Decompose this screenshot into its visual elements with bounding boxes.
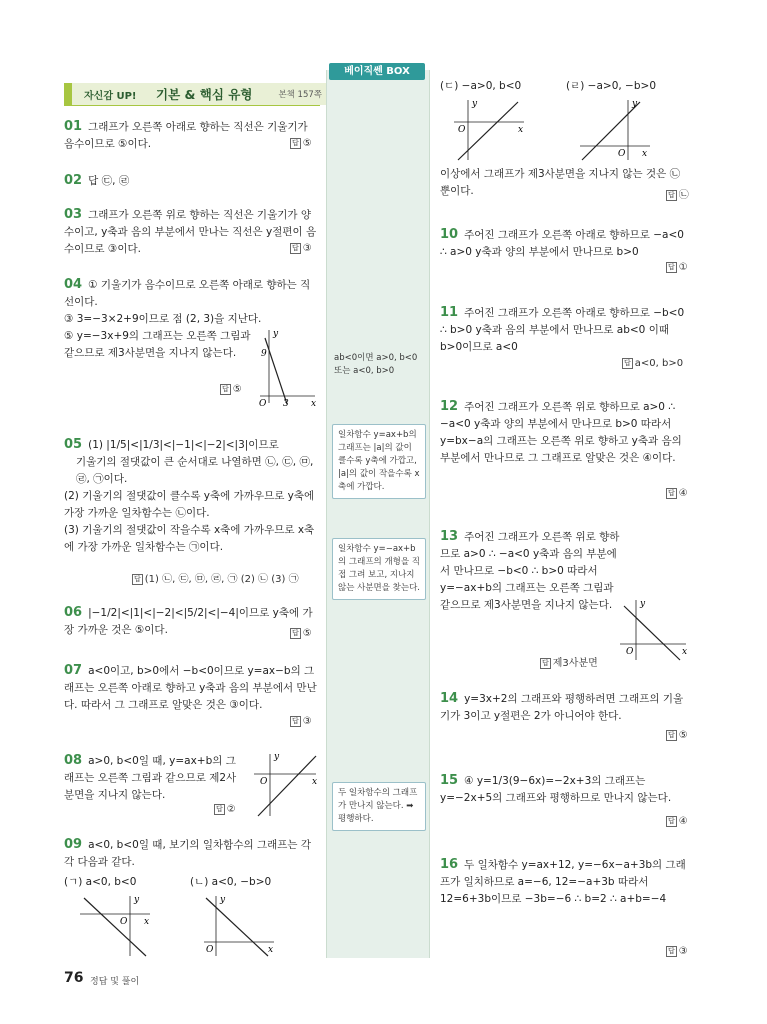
side-note-3: 일차함수 y=−ax+b의 그래프의 개형을 직접 그려 보고, 지나지 않는 사분면을 찾는다. <box>332 538 426 600</box>
problem-text: 주어진 그래프가 오른쪽 아래로 향하므로 −b<0 ∴ b>0 y축과 음의 부분에서 만나므로 ab<0 이때 b>0이므로 a<0 <box>440 307 685 353</box>
problem-number: 08 <box>64 753 83 768</box>
page-label: 정답 및 풀이 <box>90 977 140 987</box>
problem-number: 11 <box>440 305 459 320</box>
problem-number: 01 <box>64 119 83 134</box>
case-g3: (ㄷ) −a>0, b<0 <box>440 80 522 92</box>
answer-10: 답 ① <box>668 262 688 273</box>
svg-text:O: O <box>626 647 634 657</box>
problem-text: 그래프가 오른쪽 위로 향하는 직선은 기울기가 양수이고, y축과 음의 부분에서 만나는 직선은 y절편이 음수이므로 ③이다. <box>64 209 317 255</box>
problem-text: a<0, b<0일 때, 보기의 일차함수의 그래프는 각각 다음과 같다. <box>64 839 311 868</box>
problem-number: 15 <box>440 773 459 788</box>
side-note-2: 일차함수 y=ax+b의 그래프는 |a|의 값이 클수록 y축에 가깝고, |a|의 값이 작을수록 x축에 가깝다. <box>332 424 426 499</box>
problem-line: (1) |1/5|<|1/3|<|−1|<|−2|<|3|이므로 <box>88 439 279 451</box>
problem-text: y=3x+2의 그래프와 평행하려면 그래프의 기울기가 3이고 y절편은 2가 아니어야 한다. <box>440 693 684 722</box>
problem-14 <box>440 690 690 725</box>
header-ref: 본책 157쪽 <box>278 90 322 100</box>
answer-11: 답 a<0, b>0 <box>624 358 684 369</box>
page-number: 76 <box>64 970 84 986</box>
problem-text: |−1/2|<|1|<|−2|<|5/2|<|−4|이므로 y축에 가장 가까운 것은 ⑤이다. <box>64 607 313 636</box>
svg-text:y: y <box>220 895 226 905</box>
problem-line: (2) 기울기의 절댓값이 클수록 y축에 가까우므로 y축에 가장 가까운 일차함수는 ㉡이다. <box>64 490 315 519</box>
case-g1: (ㄱ) a<0, b<0 <box>64 876 137 888</box>
case-g4: (ㄹ) −a>0, −b>0 <box>566 80 657 92</box>
svg-text:O: O <box>206 945 214 955</box>
answer-05: 답 (1) ㉡, ㉢, ㉤, ㉣, ㉠ (2) ㉡ (3) ㉠ <box>134 574 299 585</box>
problem-number: 12 <box>440 399 459 414</box>
graph-09-g1 <box>78 894 154 958</box>
answer-15: 답 ④ <box>668 816 688 827</box>
problem-line: ① 기울기가 음수이므로 오른쪽 아래로 향하는 직선이다. <box>64 279 311 308</box>
problem-number: 05 <box>64 437 83 452</box>
problem-text: 주어진 그래프가 오른쪽 위로 향하므로 a>0 ∴ −a<0 y축과 음의 부분에서 만나므로 −b<0 ∴ b>0 따라서 y=−ax+b의 그래프는 오른쪽 그림과 같으므로 제3사분면을 지나지 않는다. <box>440 531 620 611</box>
problem-07 <box>64 662 320 714</box>
svg-text:9: 9 <box>261 349 267 359</box>
graph-04 <box>255 328 320 409</box>
problem-number: 02 <box>64 173 83 188</box>
svg-text:O: O <box>260 777 268 787</box>
problem-number: 14 <box>440 691 459 706</box>
header-divider <box>64 105 320 106</box>
svg-text:O: O <box>259 399 267 409</box>
problem-05 <box>64 436 320 556</box>
svg-text:O: O <box>120 917 128 927</box>
problem-number: 07 <box>64 663 83 678</box>
problem-text: 답 ㉢, ㉣ <box>88 175 130 187</box>
problem-02 <box>64 172 320 190</box>
svg-text:O: O <box>618 149 626 159</box>
problem-08 <box>64 752 244 804</box>
section-header <box>64 83 328 105</box>
problem-01 <box>64 118 320 153</box>
answer-13: 답 제3사분면 <box>542 658 598 669</box>
side-note-4: 두 일차함수의 그래프가 만나지 않는다. ➡ 평행하다. <box>332 782 426 831</box>
answer-07: 답 ③ <box>292 716 312 727</box>
header-tag: 자신감 UP! <box>84 91 137 102</box>
problem-text: ④ y=1/3(9−6x)=−2x+3의 그래프는 y=−2x+5의 그래프와 평행하므로 만나지 않는다. <box>440 775 672 804</box>
problem-number: 09 <box>64 837 83 852</box>
graph-09-g3 <box>452 98 528 162</box>
problem-line: ⑤ y=−3x+9의 그래프는 오른쪽 그림과 같으므로 제3사분면을 지나지 않는다. <box>64 330 251 359</box>
problem-12 <box>440 398 690 467</box>
problem-11 <box>440 304 690 356</box>
problem-text: 주어진 그래프가 오른쪽 위로 향하므로 a>0 ∴ −a<0 y축과 양의 부분에서 만나므로 b>0 따라서 y=bx−a의 그래프는 오른쪽 위로 향하고 y축과 음의 부분에서 만나므로 그 그래프로 알맞은 것은 ④이다. <box>440 401 682 464</box>
graph-09-g4 <box>578 98 654 162</box>
problem-15 <box>440 772 690 807</box>
svg-text:x: x <box>518 125 524 135</box>
svg-text:x: x <box>311 399 317 409</box>
svg-text:y: y <box>273 329 279 339</box>
problem-number: 04 <box>64 277 83 292</box>
box-title: 베이직쎈 BOX <box>329 63 425 80</box>
svg-text:y: y <box>640 599 646 609</box>
answer-12: 답 ④ <box>668 488 688 499</box>
svg-text:3: 3 <box>283 399 289 409</box>
answer-04: 답 ⑤ <box>222 384 242 395</box>
problem-number: 16 <box>440 857 459 872</box>
svg-text:x: x <box>312 777 318 787</box>
svg-text:x: x <box>682 647 688 657</box>
problem-09-end: 이상에서 그래프가 제3사분면을 지나지 않는 것은 ㉡뿐이다. <box>440 168 681 197</box>
svg-text:y: y <box>274 752 280 762</box>
problem-03 <box>64 206 320 258</box>
answer-03: 답 ③ <box>292 243 312 254</box>
svg-text:y: y <box>134 895 140 905</box>
svg-text:x: x <box>144 917 150 927</box>
graph-13 <box>618 598 690 662</box>
answer-09: 답 ㉡ <box>668 190 689 201</box>
answer-08: 답 ② <box>216 804 236 815</box>
problem-13 <box>440 528 620 614</box>
answer-06: 답 ⑤ <box>292 628 312 639</box>
graph-09-g2 <box>202 894 278 958</box>
answer-01: 답 ⑤ <box>292 138 312 149</box>
problem-text: 주어진 그래프가 오른쪽 아래로 향하므로 −a<0 ∴ a>0 y축과 양의 부분에서 만나므로 b>0 <box>440 229 684 258</box>
side-note-1: ab<0이면 a>0, b<0 또는 a<0, b>0 <box>334 353 418 376</box>
answer-16: 답 ③ <box>668 946 688 957</box>
problem-text: a<0이고, b>0에서 −b<0이므로 y=ax−b의 그래프는 오른쪽 아래로 향하고 y축과 음의 부분에서 만난다. 따라서 그 그래프로 알맞은 것은 ③이다. <box>64 665 317 711</box>
problem-10 <box>440 226 690 261</box>
problem-16 <box>440 856 690 908</box>
header-title: 기본 & 핵심 유형 <box>156 87 253 102</box>
problem-text: 두 일차함수 y=ax+12, y=−6x−a+3b의 그래프가 일치하므로 a=−6, 12=−a+3b 따라서 12=6+3b이므로 −3b=−6 ∴ b=2 ∴ a+b=−4 <box>440 859 686 905</box>
graph-08 <box>250 750 320 820</box>
problem-09 <box>64 836 320 871</box>
problem-number: 10 <box>440 227 459 242</box>
svg-text:y: y <box>472 99 478 109</box>
problem-number: 13 <box>440 529 459 544</box>
problem-line: (3) 기울기의 절댓값이 작을수록 x축에 가까우므로 x축에 가장 가까운 일차함수는 ㉠이다. <box>64 524 315 553</box>
answer-14: 답 ⑤ <box>668 730 688 741</box>
svg-text:O: O <box>458 125 466 135</box>
problem-text: 그래프가 오른쪽 아래로 향하는 직선은 기울기가 음수이므로 ⑤이다. <box>64 121 308 150</box>
svg-text:x: x <box>268 945 274 955</box>
problem-line: 기울기의 절댓값이 큰 순서대로 나열하면 ㉡, ㉢, ㉤, ㉣, ㉠이다. <box>76 456 314 485</box>
problem-06 <box>64 604 320 639</box>
problem-text: a>0, b<0일 때, y=ax+b의 그래프는 오른쪽 그림과 같으므로 제2사분면을 지나지 않는다. <box>64 755 237 801</box>
svg-text:x: x <box>642 149 648 159</box>
case-g2: (ㄴ) a<0, −b>0 <box>190 876 272 888</box>
problem-line: ③ 3=−3×2+9이므로 점 (2, 3)을 지난다. <box>64 313 262 325</box>
svg-text:y: y <box>632 99 638 109</box>
problem-number: 06 <box>64 605 83 620</box>
problem-number: 03 <box>64 207 83 222</box>
